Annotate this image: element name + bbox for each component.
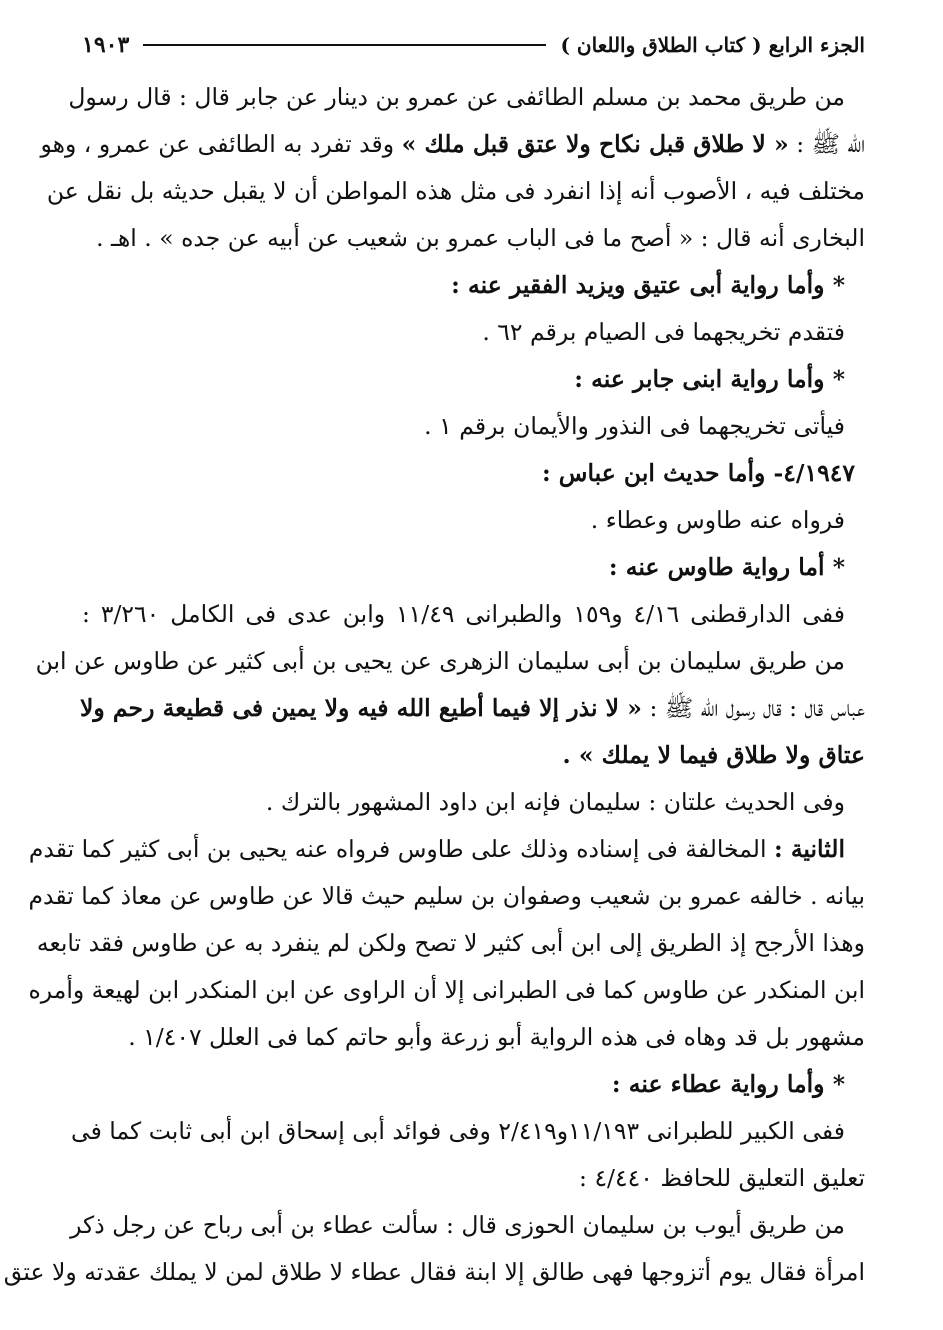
bold-label: الثانية : <box>773 835 845 863</box>
page-number: ١٩٠٣ <box>82 32 130 58</box>
text-line: مختلف فيه ، الأصوب أنه إذا انفرد فى مثل هذه المواطن أن لا يقبل حديثه بل نقل عن <box>46 177 865 205</box>
header-rule <box>143 44 546 46</box>
text-segment: وقد تفرد به الطائفى عن عمرو ، وهو <box>40 130 395 158</box>
text-line: من طريق محمد بن مسلم الطائفى عن عمرو بن دينار عن جابر قال : قال رسول <box>68 83 845 111</box>
text-segment: عباس قال : قال رسول الله ﷺ : <box>649 694 865 722</box>
hadith-quote: « لا طلاق قبل نكاح ولا عتق قبل ملك » <box>401 130 789 158</box>
text-line <box>28 826 865 873</box>
text-line: البخارى أنه قال : « أصح ما فى الباب عمرو بن شعيب عن أبيه عن جده » . اهـ . <box>96 224 865 252</box>
hadith-quote: « لا نذر إلا فيما أطيع الله فيه ولا يمين فى قطيعة رحم ولا <box>79 694 642 722</box>
text-segment: المخالفة فى إسناده وذلك على طاوس فرواه عنه يحيى بن أبى كثير كما تقدم <box>28 835 767 863</box>
text-line: ابن المنكدر عن طاوس كما فى الطبرانى إلا أن الراوى عن ابن المنكدر ابن لهيعة وأمره <box>28 976 865 1004</box>
text-line: من طريق أيوب بن سليمان الحوزى قال : سألت عطاء بن أبى رباح عن رجل ذكر <box>70 1211 845 1239</box>
section-heading: * وأما رواية عطاء عنه : <box>611 1070 845 1098</box>
text-line: بيانه . خالفه عمرو بن شعيب وصفوان بن سليم حيث قالا عن طاوس عن معاذ كما تقدم <box>28 882 865 910</box>
text-line: وفى الحديث علتان : سليمان فإنه ابن داود المشهور بالترك . <box>265 788 845 816</box>
text-line <box>79 685 865 732</box>
text-line: فيأتى تخريجهما فى النذور والأيمان برقم ١ . <box>424 412 845 440</box>
section-heading: * وأما رواية أبى عتيق ويزيد الفقير عنه : <box>451 271 845 299</box>
section-heading: * أما رواية طاوس عنه : <box>608 553 845 581</box>
text-line: فتقدم تخريجهما فى الصيام برقم ٦٢ . <box>482 318 845 346</box>
text-line: من طريق سليمان بن أبى سليمان الزهرى عن يحيى بن أبى كثير عن طاوس عن ابن <box>35 647 845 675</box>
hadith-quote-line: عتاق ولا طلاق فيما لا يملك » . <box>562 741 865 769</box>
text-line: وهذا الأرجح إذ الطريق إلى ابن أبى كثير لا تصح ولكن لم ينفرد به عن طاوس فقد تابعه <box>36 929 865 957</box>
text-line <box>40 121 865 168</box>
text-line: مشهور بل قد وهاه فى هذه الرواية أبو زرعة وأبو حاتم كما فى العلل ١/٤٠٧ . <box>128 1023 865 1051</box>
text-line: ففى الدارقطنى ٤/١٦ و١٥٩ والطبرانى ١١/٤٩ وابن عدى فى الكامل ٣/٢٦٠ : <box>82 600 845 628</box>
running-title: الجزء الرابع ( كتاب الطلاق واللعان ) <box>560 33 865 57</box>
section-heading: * وأما رواية ابنى جابر عنه : <box>574 365 845 393</box>
text-segment: الله ﷺ : <box>796 130 865 158</box>
page-header <box>82 28 865 62</box>
hadith-heading: ٤/١٩٤٧- وأما حديث ابن عباس : <box>541 459 855 487</box>
text-line: تعليق التعليق للحافظ ٤/٤٤٠ : <box>579 1164 865 1192</box>
text-line: ففى الكبير للطبرانى ١١/١٩٣و٢/٤١٩ وفى فوائد أبى إسحاق ابن أبى ثابت كما فى <box>71 1117 845 1145</box>
text-line: امرأة فقال يوم أتزوجها فهى طالق إلا ابنة فقال عطاء لا طلاق لمن لا يملك عقدته ولا عتق <box>3 1258 865 1286</box>
text-line: فرواه عنه طاوس وعطاء . <box>590 506 845 534</box>
